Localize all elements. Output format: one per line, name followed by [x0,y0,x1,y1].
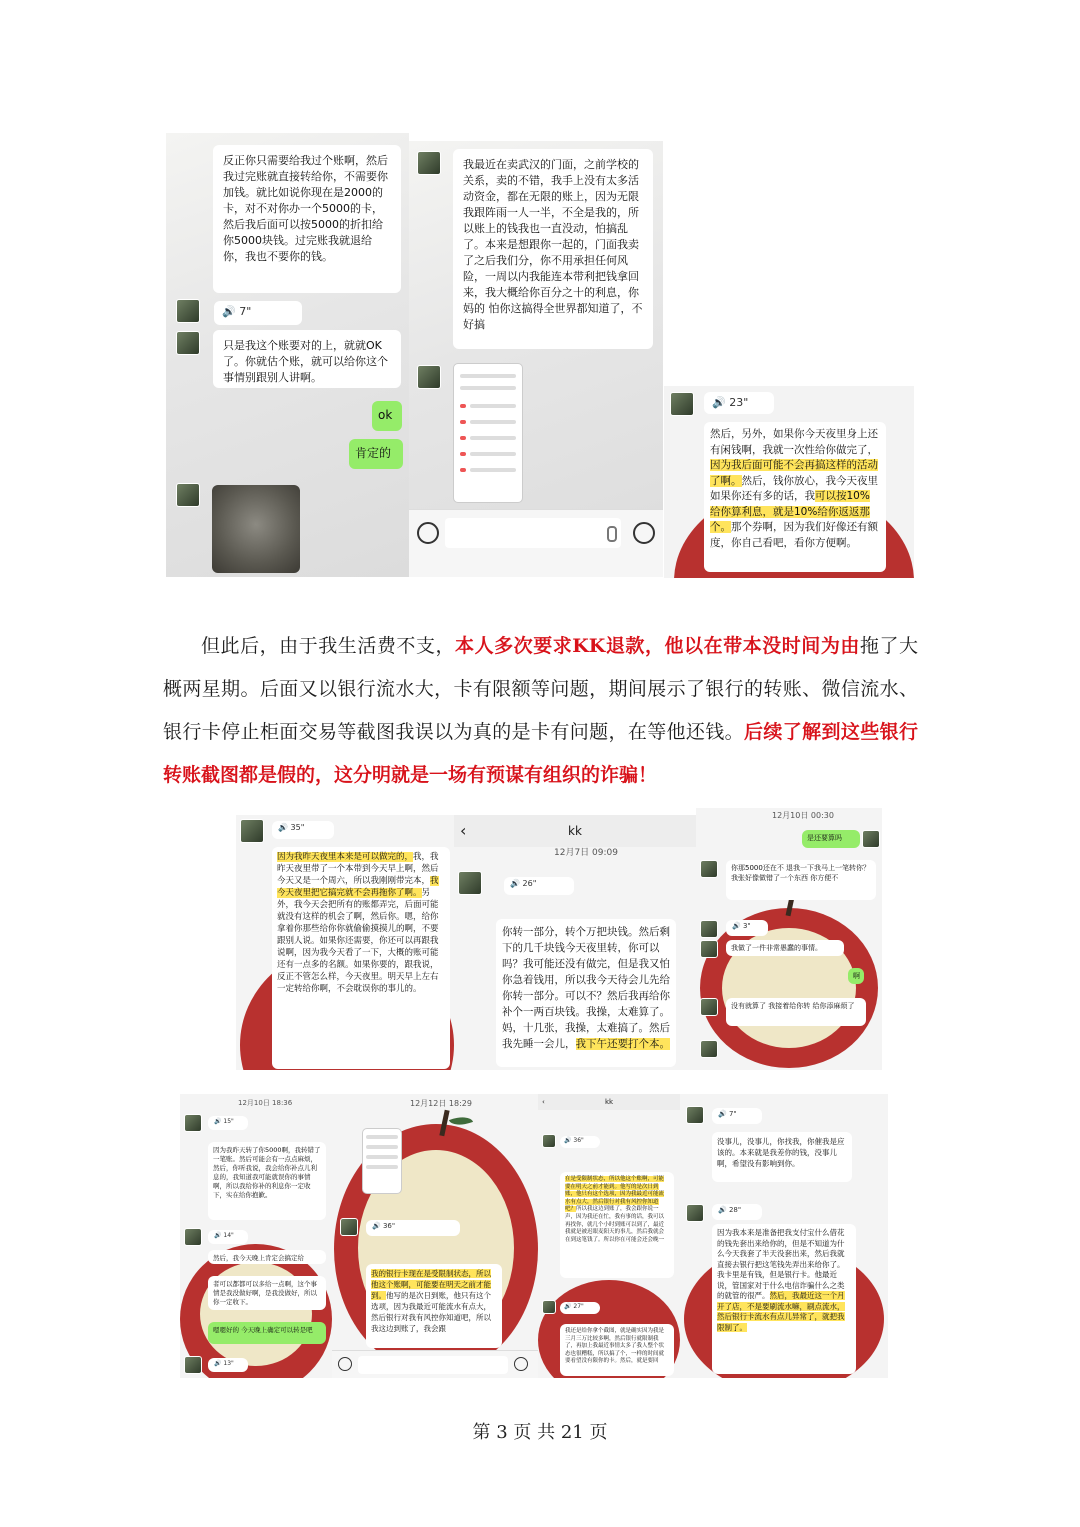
avatar [340,1218,358,1236]
msg-text: 然后，另外，如果你今天夜里身上还有闲钱啊，我就一次性给你做完了， [710,428,878,456]
chat-title: kk [604,1098,614,1106]
avatar [542,1300,556,1314]
chat-bubble [704,422,886,572]
paragraph-text: 但此后，由于我生活费不支， [201,635,456,657]
timestamp: 12月10日 18:36 [238,1099,293,1107]
chat-bubble: 没有就算了 我接着给你转 给你添麻烦了 [726,998,866,1026]
voice-input-icon[interactable] [417,522,439,544]
voice-duration: 7" [728,1110,737,1118]
timestamp: 12月12日 18:29 [410,1099,472,1108]
msg-highlight: 然后，我最近这一个月开了店，不是要刷流水嘛，刷点流水，然后银行卡流水有点儿异常了，就把我限制了。 [717,1291,845,1332]
chat-bubble: 反正你只需要给我过个账啊，然后我过完账就直接转给你，不需要你加钱。就比如说你现在是2000的卡，对不对你办一个5000的卡，然后我后面可以按5000的折扣给你5000块钱。过完账我就退给你，我也不要你的钱。 [213,145,401,293]
chat-bubble [560,1172,674,1278]
voice-message[interactable]: 🔊 35" [272,821,334,839]
emoji-icon[interactable] [514,1357,528,1371]
voice-duration: 27" [573,1303,584,1310]
avatar [542,1134,556,1148]
message-input[interactable] [358,1356,508,1374]
bank-app-screenshot [453,363,523,503]
chat-input-bar [409,509,663,577]
msg-highlight: 我下午还要打个本。 [575,1038,670,1050]
timestamp: 12月7日 09:09 [554,848,618,858]
chat-bubble-sent: 肯定的 [349,439,403,469]
avatar [670,392,694,416]
chat-header [454,815,696,847]
chat-bubble-sent: 是还要算吗 [802,830,860,848]
microphone-icon[interactable] [607,526,617,542]
msg-text: 因为我本来是准备把我支付宝什么借花的钱先套出来给你的，但是不知道为什么今天我套了半天没套出来，然后我就直接去银行把这笔钱先弄出来给你了。我卡里是有钱，但是银行卡。他最近说，管国家对于什么电信诈骗什么之类的就管的很严。 [717,1228,845,1300]
msg-text: 他写的是次日到账，他只有这个选项，因为我最近可能流水有点大，然后银行对我有风控你知道吧，所以我这边到账了，我会跟 [371,1291,491,1333]
paragraph-text: 拖了大概两星期。后面又以银行流水大，卡有限额等问题，期间展示了银行的转账、微信流水、银行卡停止柜面交易等截图我误以为真的是卡有问题，在等他还钱。 [163,635,918,743]
voice-duration: 28" [728,1206,742,1214]
chat-bubble [272,847,450,1069]
screenshot-top-middle [409,141,663,577]
voice-input-icon[interactable] [338,1357,352,1371]
voice-duration: 3" [742,922,751,930]
screenshot-mid-b [454,815,696,1070]
msg-text: 你转一部分，转个万把块钱。然后剩下的几千块钱今天夜里转，你可以吗？我可能还没有做完，但是我又怕你急着钱用，所以我今天待会儿先给你转一部分。可以不？然后我再给你补个一两百块钱。我操，太难算了。妈，十几张，我操，太难搞了。然后我先睡一会儿， [502,926,670,1050]
avatar [700,940,718,958]
voice-message[interactable]: 🔊 13" [208,1358,248,1372]
voice-message[interactable]: 🔊 28" [712,1204,762,1220]
avatar [417,365,441,389]
msg-text: 我，我昨天夜里带了一个本带到今天早上啊，然后今天又是一个周六，所以我刚刚带完本， [277,852,439,886]
msg-highlight: 因为我昨天夜里本来是可以做完的， [277,852,414,862]
msg-text: 所以我这边到账了，我会跟你说一声，因为我还在忙，我有事的话，我可以再找你，就几个小时到账可以到了，最近我就是被迟眼麦阳天的事儿，然后我就会在到这笔钱了。所以你在可能会还会晚一 [565,1206,665,1243]
msg-text: 那个券啊，因为我们好像还有额度，你自己看吧，看你方便啊。 [710,521,878,549]
chat-bubble: 因为我昨天转了你5000啊，我转错了一笔账。然后可能会有一点点麻烦，然后，你听我说，我会给你补点儿利息的，我知道我可能就误你的事情啊，所以我给你补的利息你一定收下，实在给你抱歉。 [208,1142,326,1220]
paragraph-emphasis: 后续了解到这些银行转账截图都是假的，这分明就是一场有预谋有组织的诈骗！ [163,721,918,786]
avatar [700,998,718,1016]
avatar [700,1040,718,1058]
voice-duration: 36" [573,1137,584,1144]
message-input[interactable] [445,518,621,548]
voice-duration: 23" [729,396,749,409]
chat-bubble [496,919,676,1067]
voice-duration: 14" [223,1232,234,1239]
msg-highlight: 我的银行卡现在是受限制状态，所以他这个账啊，可能要在明天之前才能到。 [371,1269,491,1300]
chat-bubble [712,1224,856,1374]
chat-input-bar [332,1350,538,1378]
avatar [176,299,200,323]
voice-message[interactable]: 🔊 26" [504,877,574,895]
msg-text: 然后，钱你放心，我今天夜里如果你还有多的话，我 [710,474,878,502]
msg-highlight: 可以按10%给你算利息，就是10%给你返返那个。 [710,490,870,533]
voice-duration: 13" [223,1360,234,1367]
voice-duration: 26" [522,879,537,888]
avatar [417,151,441,175]
avatar [686,1204,704,1222]
msg-text: 另外，我今天会把所有的账都弄完，后面可能就没有这样的机会了啊，然后你。嗯，给你拿着你那些给你你就偷偷摸摸儿的啊，不要跟别人说。如果你还需要，你还可以再跟我说啊，因为我今天看了一下，大概的账可能还有一点多的名额。如果你要的，跟我说，反正不管怎么样，今天夜里。明天早上左右一定转给你啊，不会耽误你的事儿的。 [277,888,439,994]
avatar [184,1114,202,1132]
screenshot-bottom-a [180,1094,332,1378]
screenshot-bottom-b [332,1094,538,1378]
sticker-image [212,485,300,573]
chat-bubble: 我做了一件非常愚蠢的事情。 [726,940,844,956]
avatar [240,819,264,843]
chat-bubble-sent: ok [372,401,402,431]
voice-message[interactable]: 🔊 15" [208,1116,248,1130]
chat-bubble: 我还是给你拿个截图，就是确实因为我是三月三万比较多啊，然后银行就限制我了，再加上我最近事情太多了我人整个状态也很糟糕，所以搞了个，一样的时间就要看望没有限你的卡。然后，就是要回 [560,1324,674,1376]
screenshot-mid-c [696,808,882,1070]
chat-bubble-sent: 啊 [848,968,864,984]
screenshot-top-right [664,386,914,578]
chat-bubble: 你那5000还在不 退我一下我马上一笔转你？ 我张好像做错了一个东西 你方便不 [726,860,876,900]
avatar [862,830,880,848]
voice-message[interactable]: 🔊 7" [712,1108,762,1124]
page-number: 第 3 页 共 21 页 [472,1422,608,1443]
voice-message[interactable]: 🔊 36" [366,1220,460,1236]
body-paragraph [163,625,918,797]
chat-bubble: 我最近在卖武汉的门面，之前学校的关系，卖的不错，我手上没有太多活动资金，都在无限的账上，因为无限我跟阵雨一人一半，不全是我的，所以账上的钱我也一直没动，怕搞乱了。本来是想跟你一起的，门面我卖了之后我们分，你不用承担任何风险，一周以内我能连本带利把钱拿回来，我大概给你百分之十的利息，你妈的 怕你这搞得全世界都知道了，不好搞 [453,149,653,349]
voice-message[interactable]: 🔊 23" [704,392,774,414]
emoji-icon[interactable] [633,522,655,544]
avatar [184,1228,202,1246]
msg-highlight: 因为我后面可能不会再搞这样的活动了啊。 [710,459,878,487]
avatar [458,871,482,895]
avatar [686,1106,704,1124]
avatar [700,860,718,878]
voice-message[interactable]: 🔊 3" [726,920,768,936]
timestamp: 12月10日 00:30 [772,811,834,820]
screenshot-bottom-c [538,1094,680,1378]
chat-bubble [366,1264,502,1348]
voice-message[interactable]: 🔊 27" [560,1302,600,1314]
voice-message[interactable]: 🔊 14" [208,1230,248,1244]
chat-bubble: 者可以都都可以多给一点啊，这个事情是我没做好啊，是我没做好，所以你一定收下。 [208,1276,326,1310]
chat-header [538,1094,680,1110]
screenshot-top-left [166,133,409,577]
back-arrow-icon[interactable]: ‹ [542,1098,545,1106]
voice-duration: 7" [239,305,252,318]
voice-duration: 36" [382,1222,396,1230]
msg-highlight: 我今天夜里把它搞完就不会再拖你了啊。 [277,876,439,898]
avatar [176,483,200,507]
voice-duration: 15" [223,1118,234,1125]
chat-bubble: 然后，我今天晚上肯定会搞定给 [208,1250,326,1264]
bank-app-screenshot [362,1128,402,1194]
avatar [176,331,200,355]
chat-bubble: 只是我这个账要对的上，就就OK了。你就估个账，就可以给你这个事情别跟别人讲啊。 [213,330,401,388]
avatar [700,920,718,938]
chat-bubble: 没事儿，没事儿，你找我，你催我是应该的。本来就是我差你的钱，没事儿啊，希望没有影响到你。 [712,1132,852,1182]
msg-highlight: 在是受限制状态，所以他这个账啊，可能要在明天之前才能到。他写的是次日到账，他只有这个选项，因为我最近可能流水有点大，然后银行对我有风控你知道吧？ [565,1176,665,1213]
paragraph-emphasis: 本人多次要求KK退款，他以在带本没时间为由 [455,635,860,657]
avatar [184,1356,202,1374]
voice-duration: 35" [290,823,305,832]
screenshot-bottom-d [680,1094,888,1378]
chat-title: kk [568,824,582,838]
chat-bubble-sent: 嗯嗯好的 今天晚上确定可以转是吧 [208,1322,326,1344]
screenshot-mid-a [236,815,454,1070]
voice-message[interactable]: 🔊 7" [214,301,302,325]
voice-message[interactable]: 🔊 36" [560,1136,600,1148]
back-arrow-icon[interactable]: ‹ [460,821,467,840]
